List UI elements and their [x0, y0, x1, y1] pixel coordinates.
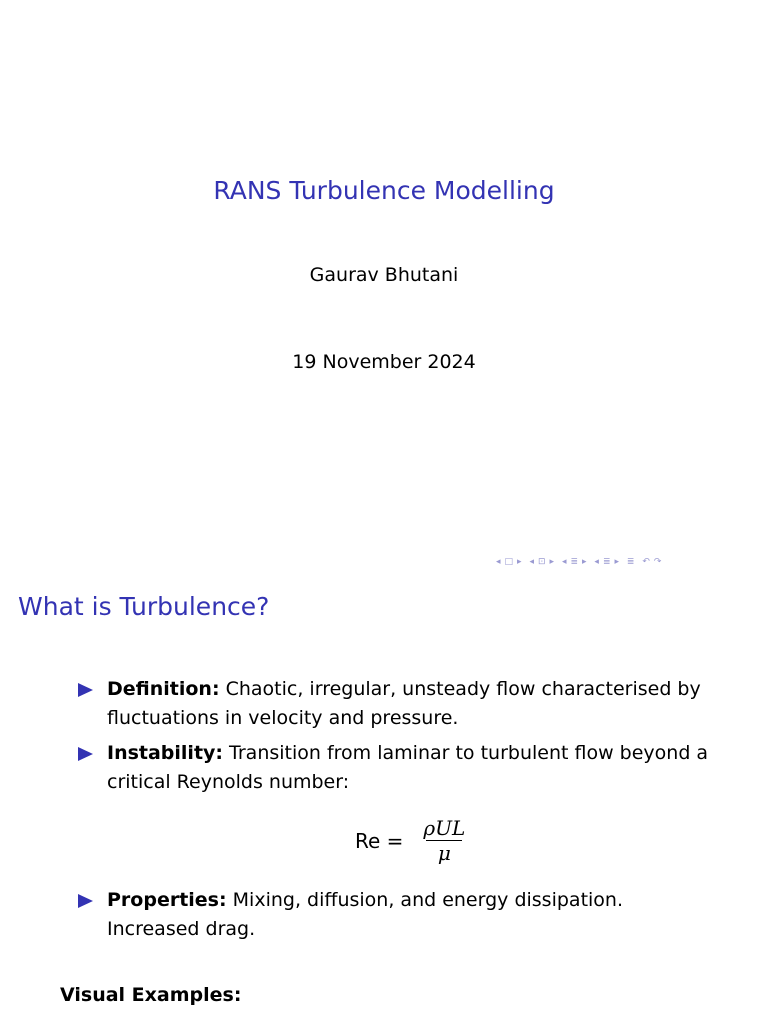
bullet-text: Transition from laminar to turbulent flow beyond a critical Reynolds number:: [107, 742, 709, 793]
nav-prev-frame-icon[interactable]: ◂: [529, 557, 535, 567]
presentation-date: 19 November 2024: [292, 351, 476, 373]
equation-fraction: [419, 816, 469, 865]
nav-back-icon[interactable]: ↶: [642, 557, 651, 567]
bullet-text: Chaotic, irregular, unsteady flow characterised by fluctuations in velocity and pressure.: [107, 678, 701, 729]
nav-slide-icon[interactable]: □: [504, 557, 515, 567]
equation-denominator: μ: [426, 840, 462, 865]
content-slide: [0, 576, 768, 1024]
section-subheading: Visual Examples:: [60, 984, 242, 1006]
nav-next-section-icon[interactable]: ▸: [614, 557, 621, 567]
presentation-title: RANS Turbulence Modelling: [213, 176, 555, 205]
list-item: [78, 675, 718, 733]
triangle-bullet-icon: [78, 683, 93, 697]
list-item: [78, 739, 718, 797]
nav-section-icon[interactable]: ≣: [602, 557, 612, 567]
equation-numerator: ρUL: [423, 816, 466, 840]
nav-prev-slide-icon[interactable]: ◂: [496, 557, 502, 567]
bullet-text: Mixing, diffusion, and energy dissipation. Increased drag.: [107, 889, 624, 940]
beamer-navigation-bar[interactable]: [496, 557, 665, 567]
triangle-bullet-icon: [78, 894, 93, 908]
nav-frame-icon[interactable]: ⊡: [537, 557, 547, 567]
nav-document-icon[interactable]: ≣: [626, 557, 636, 567]
list-item: [78, 886, 718, 944]
equation-lhs: Re =: [355, 828, 404, 853]
nav-forward-icon[interactable]: ↷: [653, 557, 663, 567]
bullet-term: Properties:: [107, 889, 227, 911]
bullet-term: Definition:: [107, 678, 220, 700]
triangle-bullet-icon: [78, 747, 93, 761]
reynolds-equation: [355, 816, 469, 865]
bullet-term: Instability:: [107, 742, 224, 764]
nav-next-frame-icon[interactable]: ▸: [549, 557, 556, 567]
nav-prev-subsection-icon[interactable]: ◂: [561, 557, 568, 567]
nav-prev-section-icon[interactable]: ◂: [594, 557, 600, 567]
frame-title: What is Turbulence?: [18, 592, 270, 621]
author-name: Gaurav Bhutani: [309, 264, 459, 286]
nav-next-subsection-icon[interactable]: ▸: [582, 557, 588, 567]
nav-next-slide-icon[interactable]: ▸: [517, 557, 523, 567]
bullet-list: [78, 675, 718, 803]
bullet-list: [78, 886, 718, 950]
nav-subsection-icon[interactable]: ≣: [570, 557, 580, 567]
